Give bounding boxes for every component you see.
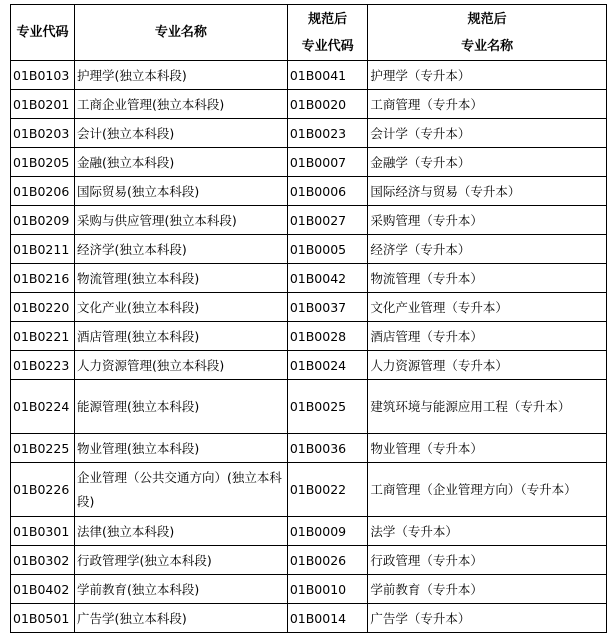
table-row — [11, 351, 607, 380]
cell-code: 01B0211 — [11, 235, 75, 264]
cell-new-name: 建筑环境与能源应用工程（专升本） — [368, 380, 607, 434]
cell-new-code: 01B0014 — [287, 604, 368, 633]
cell-new-code: 01B0028 — [287, 322, 368, 351]
cell-code: 01B0103 — [11, 61, 75, 90]
cell-name: 护理学(独立本科段) — [75, 61, 288, 90]
cell-name: 采购与供应管理(独立本科段) — [75, 206, 288, 235]
cell-code: 01B0225 — [11, 434, 75, 463]
header-code: 专业代码 — [11, 5, 75, 61]
cell-name: 工商企业管理(独立本科段) — [75, 90, 288, 119]
header-new-code-line2: 专业代码 — [301, 38, 354, 54]
cell-code: 01B0209 — [11, 206, 75, 235]
cell-new-name: 采购管理（专升本） — [368, 206, 607, 235]
cell-code: 01B0203 — [11, 119, 75, 148]
cell-code: 01B0206 — [11, 177, 75, 206]
cell-name: 行政管理学(独立本科段) — [75, 546, 288, 575]
cell-name: 人力资源管理(独立本科段) — [75, 351, 288, 380]
cell-new-code: 01B0036 — [287, 434, 368, 463]
cell-new-name: 法学（专升本） — [368, 517, 607, 546]
cell-new-name: 广告学（专升本） — [368, 604, 607, 633]
cell-new-name: 经济学（专升本） — [368, 235, 607, 264]
cell-new-name: 护理学（专升本） — [368, 61, 607, 90]
cell-new-name: 金融学（专升本） — [368, 148, 607, 177]
cell-code: 01B0302 — [11, 546, 75, 575]
header-new-code — [287, 5, 368, 61]
table-row — [11, 293, 607, 322]
cell-name: 经济学(独立本科段) — [75, 235, 288, 264]
cell-name: 能源管理(独立本科段) — [75, 380, 288, 434]
table-row — [11, 264, 607, 293]
cell-code: 01B0224 — [11, 380, 75, 434]
cell-new-code: 01B0022 — [287, 463, 368, 517]
cell-name: 学前教育(独立本科段) — [75, 575, 288, 604]
cell-code: 01B0220 — [11, 293, 75, 322]
table-row — [11, 604, 607, 633]
cell-name: 会计(独立本科段) — [75, 119, 288, 148]
cell-name: 文化产业(独立本科段) — [75, 293, 288, 322]
table-row — [11, 575, 607, 604]
cell-code: 01B0201 — [11, 90, 75, 119]
cell-new-code: 01B0026 — [287, 546, 368, 575]
cell-new-name: 国际经济与贸易（专升本） — [368, 177, 607, 206]
cell-name: 金融(独立本科段) — [75, 148, 288, 177]
header-new-code-line1: 规范后 — [308, 11, 348, 27]
cell-new-name: 酒店管理（专升本） — [368, 322, 607, 351]
cell-new-code: 01B0009 — [287, 517, 368, 546]
cell-new-name: 会计学（专升本） — [368, 119, 607, 148]
cell-code: 01B0301 — [11, 517, 75, 546]
cell-new-code: 01B0005 — [287, 235, 368, 264]
cell-new-name: 工商管理（专升本） — [368, 90, 607, 119]
cell-code: 01B0402 — [11, 575, 75, 604]
cell-new-name: 人力资源管理（专升本） — [368, 351, 607, 380]
cell-name: 企业管理（公共交通方向）(独立本科段) — [75, 463, 288, 517]
table-row — [11, 148, 607, 177]
cell-name: 酒店管理(独立本科段) — [75, 322, 288, 351]
table-row — [11, 235, 607, 264]
cell-new-code: 01B0024 — [287, 351, 368, 380]
header-new-name-line1: 规范后 — [467, 11, 507, 27]
cell-new-code: 01B0006 — [287, 177, 368, 206]
header-name: 专业名称 — [75, 5, 288, 61]
header-new-name — [368, 5, 607, 61]
cell-code: 01B0501 — [11, 604, 75, 633]
table-row — [11, 177, 607, 206]
cell-new-name: 工商管理（企业管理方向）（专升本） — [368, 463, 607, 517]
table-row — [11, 61, 607, 90]
table-row — [11, 119, 607, 148]
cell-new-name: 行政管理（专升本） — [368, 546, 607, 575]
cell-new-code: 01B0041 — [287, 61, 368, 90]
cell-new-name: 物业管理（专升本） — [368, 434, 607, 463]
cell-code: 01B0221 — [11, 322, 75, 351]
cell-new-code: 01B0037 — [287, 293, 368, 322]
cell-new-name: 文化产业管理（专升本） — [368, 293, 607, 322]
cell-name: 国际贸易(独立本科段) — [75, 177, 288, 206]
cell-new-code: 01B0010 — [287, 575, 368, 604]
cell-new-name: 学前教育（专升本） — [368, 575, 607, 604]
table-row — [11, 380, 607, 434]
cell-new-code: 01B0020 — [287, 90, 368, 119]
cell-new-code: 01B0042 — [287, 264, 368, 293]
cell-new-code: 01B0027 — [287, 206, 368, 235]
table-row — [11, 434, 607, 463]
table-row — [11, 463, 607, 517]
table-row — [11, 322, 607, 351]
cell-name: 物流管理(独立本科段) — [75, 264, 288, 293]
header-row — [11, 5, 607, 61]
table-row — [11, 90, 607, 119]
cell-name: 物业管理(独立本科段) — [75, 434, 288, 463]
cell-code: 01B0216 — [11, 264, 75, 293]
cell-new-code: 01B0025 — [287, 380, 368, 434]
table-row — [11, 206, 607, 235]
cell-new-code: 01B0007 — [287, 148, 368, 177]
table-row — [11, 517, 607, 546]
header-new-name-line2: 专业名称 — [461, 38, 514, 54]
cell-code: 01B0223 — [11, 351, 75, 380]
cell-code: 01B0205 — [11, 148, 75, 177]
cell-new-code: 01B0023 — [287, 119, 368, 148]
cell-new-name: 物流管理（专升本） — [368, 264, 607, 293]
cell-name: 法律(独立本科段) — [75, 517, 288, 546]
table-row — [11, 546, 607, 575]
cell-name: 广告学(独立本科段) — [75, 604, 288, 633]
major-mapping-table — [10, 4, 607, 633]
cell-code: 01B0226 — [11, 463, 75, 517]
